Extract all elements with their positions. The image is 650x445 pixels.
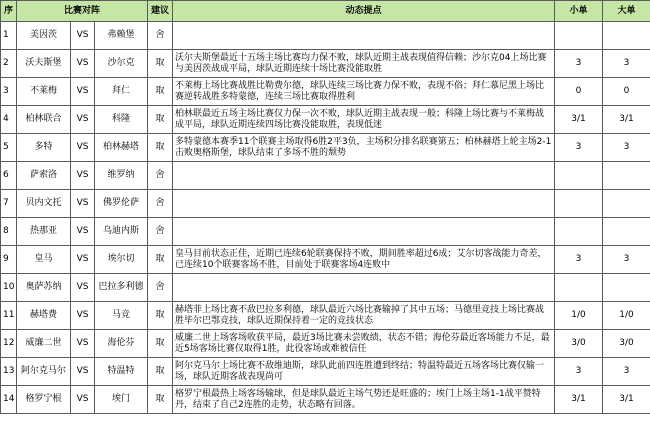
away-team: 沙尔克 <box>95 50 148 78</box>
vs-label: VS <box>71 358 95 386</box>
big-cell: 3/0 <box>603 330 650 358</box>
table-row <box>1 106 650 134</box>
advice-cell: 取 <box>148 134 173 162</box>
table-row <box>1 302 650 330</box>
small-cell: 3 <box>555 246 603 274</box>
vs-label: VS <box>71 134 95 162</box>
advice-cell: 舍 <box>148 190 173 218</box>
small-cell: 3 <box>555 50 603 78</box>
vs-label: VS <box>71 78 95 106</box>
analysis-cell <box>173 190 555 218</box>
table-row <box>1 190 650 218</box>
table-row <box>1 162 650 190</box>
away-team: 维罗纳 <box>95 162 148 190</box>
big-cell <box>603 162 650 190</box>
away-team: 佛罗伦萨 <box>95 190 148 218</box>
advice-cell: 舍 <box>148 22 173 50</box>
advice-cell: 舍 <box>148 274 173 302</box>
away-team: 乌迪内斯 <box>95 218 148 246</box>
header-analysis: 动态提点 <box>173 1 555 22</box>
advice-cell: 取 <box>148 78 173 106</box>
away-team: 特温特 <box>95 358 148 386</box>
analysis-cell: 柏林联最近五场主场比赛仅力保一次不败，球队近期主战表现一般；科隆上场比赛与不莱梅战成平局，球队近期连续四场比赛没能取胜，表现低迷 <box>173 106 555 134</box>
vs-label: VS <box>71 162 95 190</box>
advice-cell: 舍 <box>148 218 173 246</box>
home-team: 热那亚 <box>17 218 71 246</box>
home-team: 阿尔克马尔 <box>17 358 71 386</box>
analysis-cell <box>173 274 555 302</box>
vs-label: VS <box>71 246 95 274</box>
table-row <box>1 358 650 386</box>
row-seq: 10 <box>1 274 17 302</box>
home-team: 不莱梅 <box>17 78 71 106</box>
analysis-cell <box>173 162 555 190</box>
row-seq: 2 <box>1 50 17 78</box>
header-big: 大单 <box>603 1 650 22</box>
analysis-cell: 多特蒙德本赛季11个联赛主场取得6胜2平3负，主场积分排名联赛第五；柏林赫塔上轮主场2-1击败奥格斯堡，球队结束了多场不胜的颓势 <box>173 134 555 162</box>
table-row <box>1 218 650 246</box>
analysis-cell: 赫塔菲上场比赛不敌巴拉多利德，球队最近六场比赛输掉了其中五场；马德里竞技上场比赛战胜毕尔巴鄂竞技，球队近期保持着一定的竞技状态 <box>173 302 555 330</box>
big-cell: 1/0 <box>603 302 650 330</box>
small-cell <box>555 218 603 246</box>
analysis-cell <box>173 22 555 50</box>
header-row <box>1 1 650 22</box>
vs-label: VS <box>71 50 95 78</box>
small-cell: 3/1 <box>555 386 603 414</box>
advice-cell: 取 <box>148 386 173 414</box>
vs-label: VS <box>71 330 95 358</box>
vs-label: VS <box>71 22 95 50</box>
header-matchup: 比赛对阵 <box>17 1 148 22</box>
advice-cell: 舍 <box>148 162 173 190</box>
big-cell: 3 <box>603 358 650 386</box>
small-cell <box>555 22 603 50</box>
row-seq: 7 <box>1 190 17 218</box>
analysis-cell: 皇马目前状态正佳，近期已连续6轮联赛保持不败，期间胜率超过6成；艾尔切客战能力奇差，已连续10个联赛客场不胜，目前处于联赛客场4连败中 <box>173 246 555 274</box>
advice-cell: 取 <box>148 246 173 274</box>
row-seq: 9 <box>1 246 17 274</box>
away-team: 埃门 <box>95 386 148 414</box>
away-team: 巴拉多利德 <box>95 274 148 302</box>
analysis-cell: 阿尔克马尔上场比赛不敌维迪斯，球队此前四连胜遭到终结；特温特最近五场客场比赛仅输一场，球队近期客战表现尚可 <box>173 358 555 386</box>
big-cell <box>603 274 650 302</box>
header-seq: 序 <box>1 1 17 22</box>
row-seq: 14 <box>1 386 17 414</box>
away-team: 拜仁 <box>95 78 148 106</box>
small-cell: 3/0 <box>555 330 603 358</box>
analysis-cell: 不莱梅上场比赛战胜比勒费尔德，球队连续三场比赛力保不败，表现不俗；拜仁慕尼黑上场比赛逆转战胜多特蒙德，连续三场比赛取得胜利 <box>173 78 555 106</box>
big-cell: 3 <box>603 50 650 78</box>
advice-cell: 取 <box>148 50 173 78</box>
table-row <box>1 274 650 302</box>
row-seq: 4 <box>1 106 17 134</box>
big-cell <box>603 22 650 50</box>
row-seq: 5 <box>1 134 17 162</box>
row-seq: 13 <box>1 358 17 386</box>
small-cell: 3/1 <box>555 106 603 134</box>
small-cell <box>555 190 603 218</box>
table-row <box>1 330 650 358</box>
big-cell <box>603 190 650 218</box>
big-cell: 3/1 <box>603 106 650 134</box>
home-team: 柏林联合 <box>17 106 71 134</box>
away-team: 埃尔切 <box>95 246 148 274</box>
row-seq: 6 <box>1 162 17 190</box>
advice-cell: 取 <box>148 358 173 386</box>
away-team: 马竞 <box>95 302 148 330</box>
home-team: 萨索洛 <box>17 162 71 190</box>
row-seq: 8 <box>1 218 17 246</box>
home-team: 威廉二世 <box>17 330 71 358</box>
home-team: 沃夫斯堡 <box>17 50 71 78</box>
small-cell: 0 <box>555 78 603 106</box>
small-cell: 3 <box>555 134 603 162</box>
small-cell: 3 <box>555 358 603 386</box>
analysis-cell: 威廉二世上场客场收获平局，最近3场比赛未尝败绩，状态不错；海伦芬最近客场能力不足，最近5场客场比赛仅取得1胜，此役客场或难被信任 <box>173 330 555 358</box>
big-cell <box>603 218 650 246</box>
header-advice: 建议 <box>148 1 173 22</box>
analysis-cell <box>173 218 555 246</box>
away-team: 海伦芬 <box>95 330 148 358</box>
vs-label: VS <box>71 190 95 218</box>
big-cell: 0 <box>603 78 650 106</box>
away-team: 科隆 <box>95 106 148 134</box>
small-cell <box>555 162 603 190</box>
advice-cell: 取 <box>148 302 173 330</box>
home-team: 多特 <box>17 134 71 162</box>
table-row <box>1 50 650 78</box>
table-row <box>1 134 650 162</box>
header-small: 小单 <box>555 1 603 22</box>
home-team: 奥萨苏纳 <box>17 274 71 302</box>
big-cell: 3 <box>603 134 650 162</box>
vs-label: VS <box>71 274 95 302</box>
row-seq: 3 <box>1 78 17 106</box>
analysis-cell: 沃尔夫斯堡最近十五场主场比赛均力保不败，球队近期主战表现值得信赖；沙尔克04上场比赛与美因茨战成平局，球队近期连续十场比赛没能取胜 <box>173 50 555 78</box>
vs-label: VS <box>71 106 95 134</box>
analysis-cell: 格罗宁根最热上场客场输球，但是球队最近主场气势还是旺盛的；埃门上场主场1-1战平赞特丹，结束了自己2连胜的走势，状态略有回落。 <box>173 386 555 414</box>
home-team: 美因茨 <box>17 22 71 50</box>
vs-label: VS <box>71 302 95 330</box>
away-team: 柏林赫塔 <box>95 134 148 162</box>
table-row <box>1 22 650 50</box>
vs-label: VS <box>71 386 95 414</box>
row-seq: 11 <box>1 302 17 330</box>
home-team: 贝内文托 <box>17 190 71 218</box>
home-team: 赫塔费 <box>17 302 71 330</box>
table-row <box>1 246 650 274</box>
big-cell: 3 <box>603 246 650 274</box>
home-team: 格罗宁根 <box>17 386 71 414</box>
advice-cell: 取 <box>148 330 173 358</box>
row-seq: 1 <box>1 22 17 50</box>
table-row <box>1 386 650 414</box>
home-team: 皇马 <box>17 246 71 274</box>
away-team: 弗赖堡 <box>95 22 148 50</box>
table-row <box>1 78 650 106</box>
vs-label: VS <box>71 218 95 246</box>
big-cell: 3/1 <box>603 386 650 414</box>
row-seq: 12 <box>1 330 17 358</box>
small-cell <box>555 274 603 302</box>
advice-cell: 取 <box>148 106 173 134</box>
small-cell: 1/0 <box>555 302 603 330</box>
